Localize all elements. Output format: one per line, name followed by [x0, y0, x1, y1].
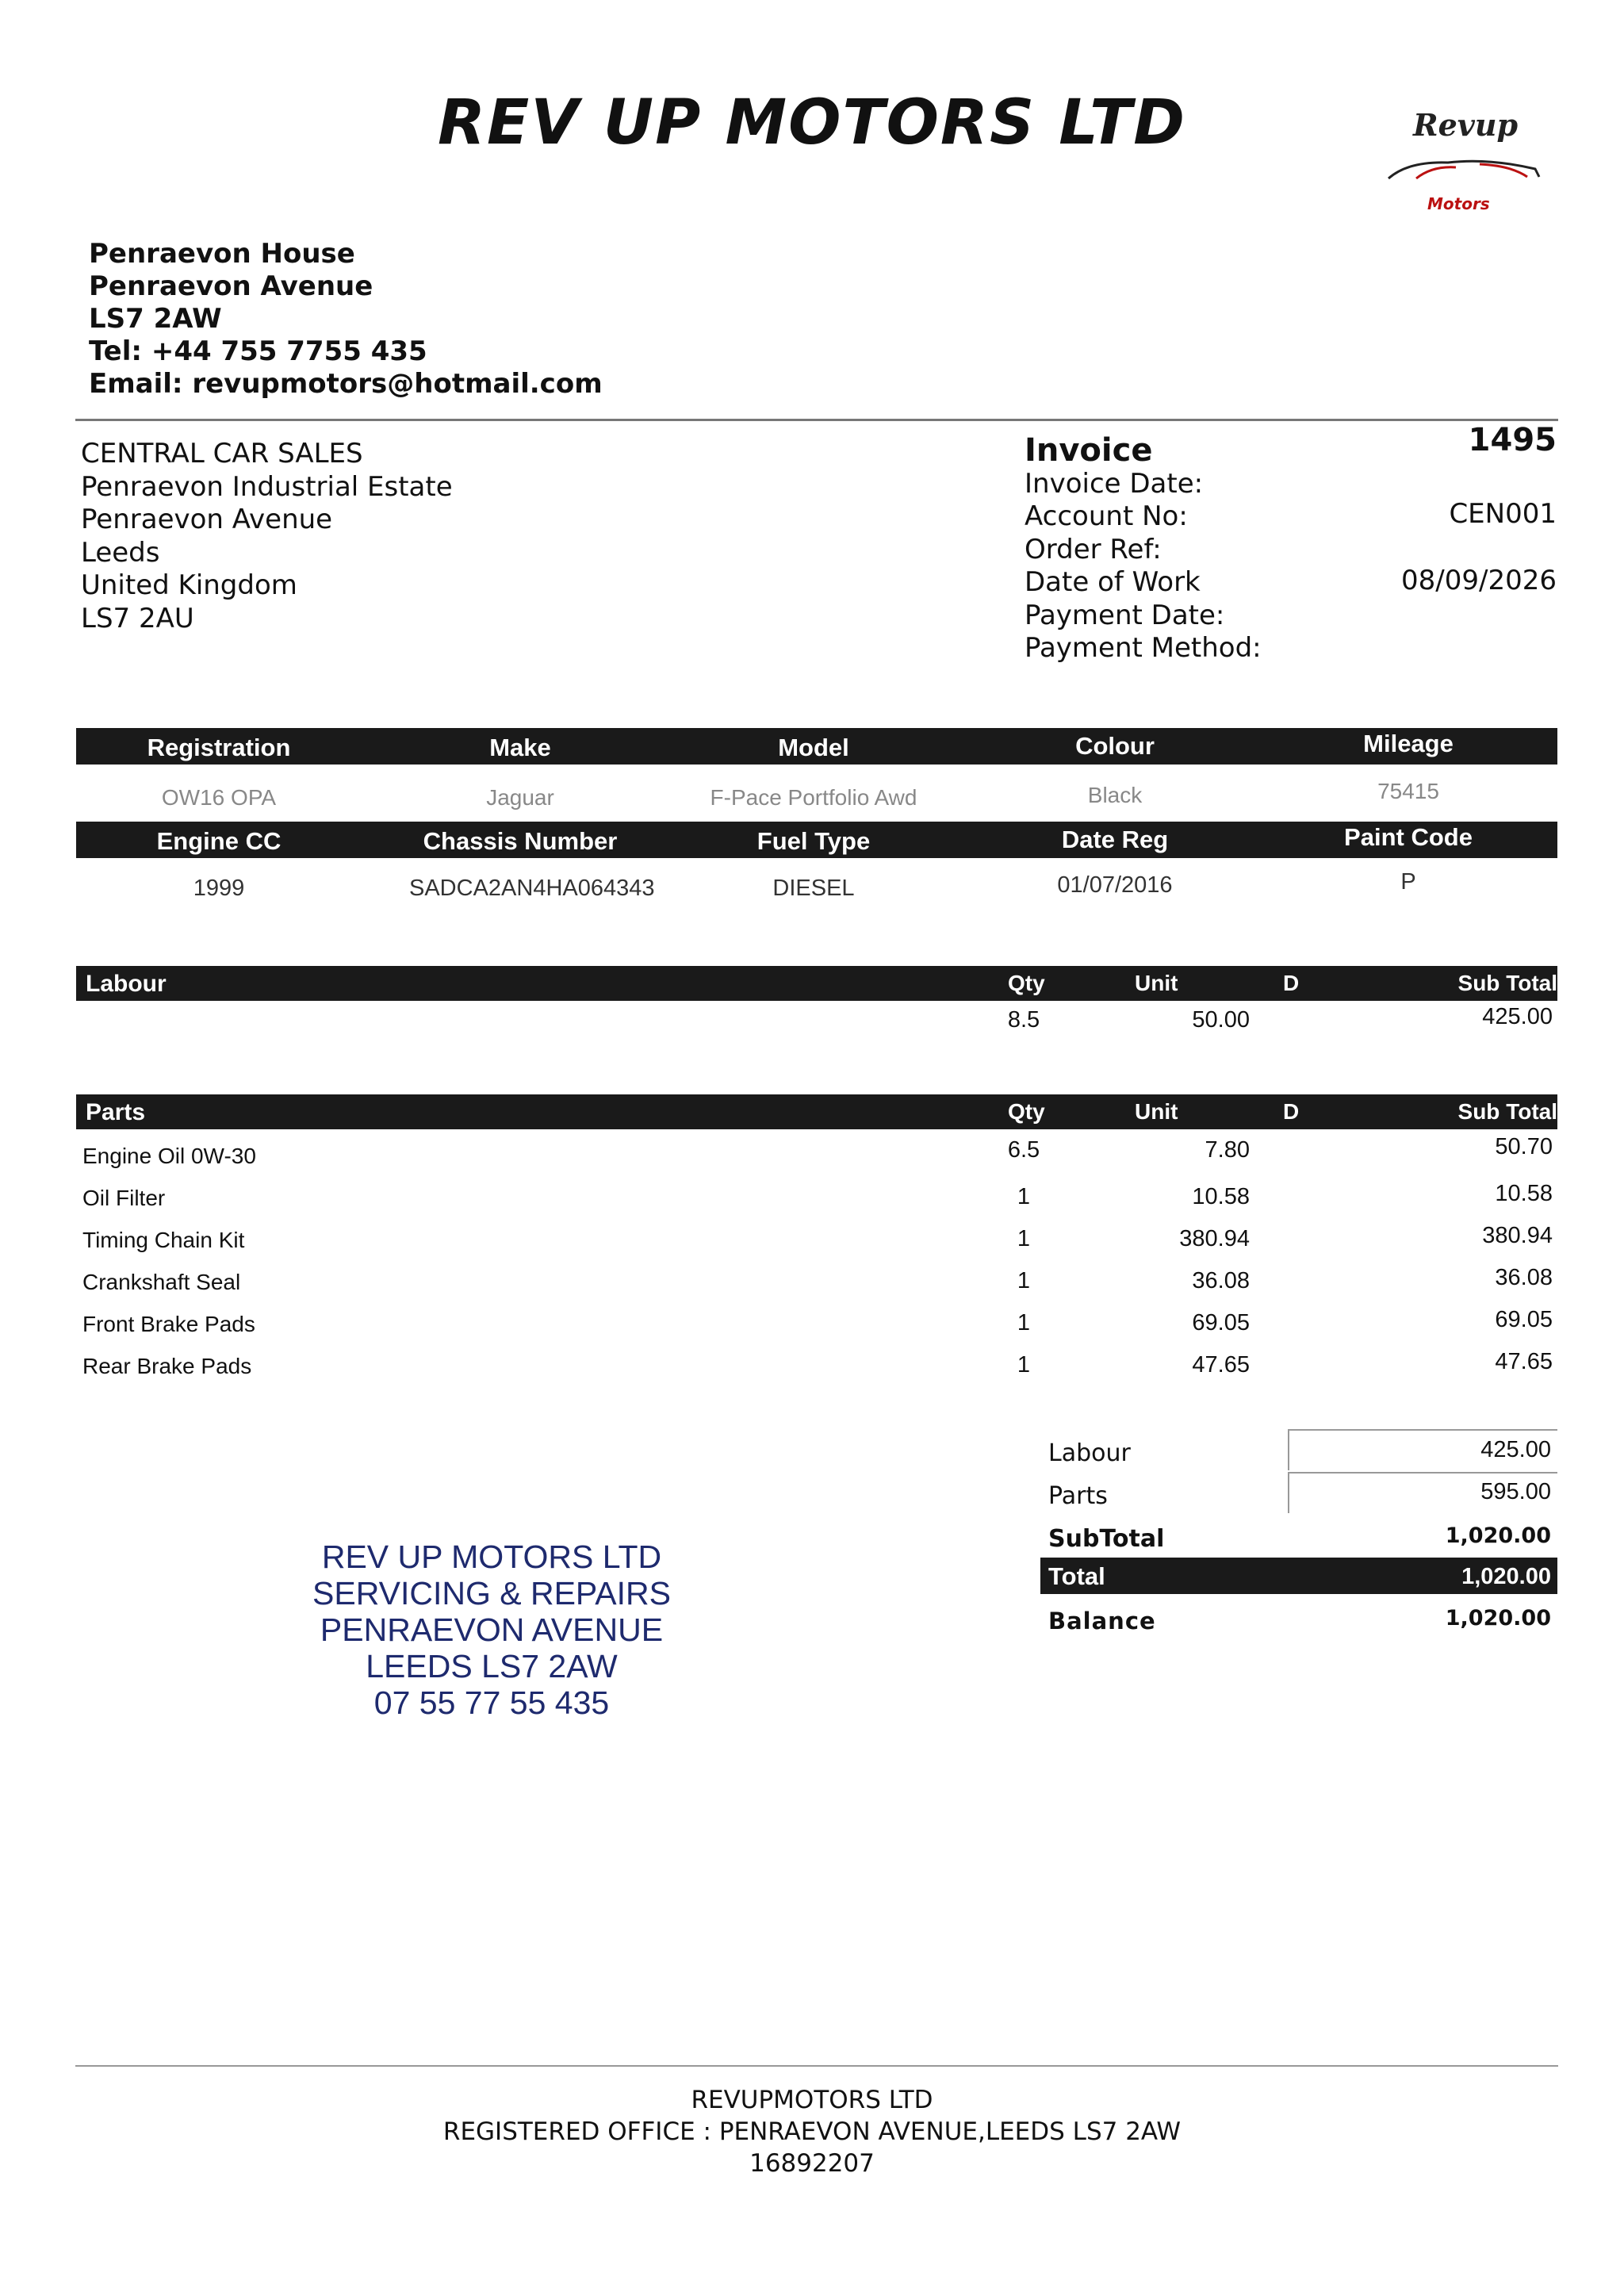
date-of-work-label: Date of Work [1025, 566, 1201, 598]
totals-total-value: 1,020.00 [1461, 1564, 1551, 1589]
fuel-type-header: Fuel Type [756, 827, 871, 855]
vehicle-values-row-2 [76, 869, 1557, 904]
table-row [76, 1349, 1557, 1384]
paint-code-value: P [1400, 869, 1416, 895]
logo-subtext: Motors [1427, 194, 1490, 213]
parts-discount-header: D [1283, 1099, 1300, 1124]
part-subtotal: 69.05 [1495, 1307, 1553, 1332]
labour-discount-header: D [1283, 971, 1300, 995]
order-ref-label: Order Ref: [1025, 533, 1162, 565]
invoice-meta-labels [1025, 432, 1262, 665]
footer-company: REVUPMOTORS LTD [691, 2086, 933, 2114]
part-subtotal: 36.08 [1495, 1265, 1553, 1290]
vehicle-header-row-2 [76, 822, 1557, 858]
part-qty: 1 [1017, 1226, 1031, 1251]
totals-total-bar [1040, 1558, 1557, 1594]
labour-row [76, 1004, 1557, 1039]
part-qty: 6.5 [1007, 1137, 1040, 1163]
header-divider [75, 419, 1558, 421]
table-row [76, 1223, 1557, 1258]
table-row [76, 1307, 1557, 1342]
table-row [76, 1181, 1557, 1216]
model-value: F-Pace Portfolio Awd [710, 785, 917, 810]
part-name: Front Brake Pads [82, 1312, 255, 1336]
address-line: Penraevon Avenue [89, 270, 373, 302]
stamp-line: 07 55 77 55 435 [373, 1684, 610, 1721]
parts-unit-header: Unit [1135, 1099, 1178, 1124]
totals-balance-value: 1,020.00 [1445, 1606, 1551, 1631]
totals-box [1031, 1428, 1557, 1642]
model-header: Model [778, 734, 849, 761]
part-subtotal: 47.65 [1495, 1349, 1553, 1374]
totals-labour-value: 425.00 [1480, 1437, 1551, 1462]
payment-method-label: Payment Method: [1025, 632, 1262, 664]
footer-company-number: 16892207 [749, 2149, 875, 2178]
totals-balance-label: Balance [1048, 1608, 1156, 1634]
make-header: Make [489, 734, 551, 761]
part-unit: 47.65 [1192, 1352, 1250, 1378]
invoice-date-label: Invoice Date: [1025, 467, 1204, 500]
stamp-line: REV UP MOTORS LTD [321, 1539, 662, 1575]
part-qty: 1 [1017, 1310, 1031, 1336]
customer-line: CENTRAL CAR SALES [81, 438, 363, 469]
address-line: LS7 2AW [89, 303, 222, 335]
stamp-line: LEEDS LS7 2AW [366, 1648, 618, 1684]
chassis-number-header: Chassis Number [423, 827, 618, 855]
address-line: Penraevon House [89, 238, 355, 270]
vehicle-header-row-1 [76, 728, 1557, 765]
customer-line: LS7 2AU [81, 602, 194, 634]
table-row [76, 1265, 1557, 1300]
part-name: Engine Oil 0W-30 [82, 1144, 256, 1168]
labour-subtotal: 425.00 [1482, 1004, 1553, 1029]
make-value: Jaguar [486, 785, 554, 810]
totals-subtotal-value: 1,020.00 [1445, 1523, 1551, 1548]
labour-subtotal-header: Sub Total [1457, 971, 1557, 995]
engine-cc-header: Engine CC [156, 827, 282, 855]
totals-parts-value: 595.00 [1480, 1479, 1551, 1504]
logo-text: Revup [1413, 107, 1519, 143]
part-subtotal: 380.94 [1482, 1223, 1553, 1248]
part-qty: 1 [1017, 1184, 1031, 1209]
part-name: Crankshaft Seal [82, 1270, 241, 1294]
part-subtotal: 10.58 [1495, 1181, 1553, 1206]
part-name: Timing Chain Kit [82, 1228, 245, 1252]
labour-qty-header: Qty [1008, 971, 1045, 995]
paint-code-header: Paint Code [1344, 823, 1473, 851]
part-unit: 10.58 [1192, 1184, 1250, 1209]
customer-address [81, 438, 453, 635]
part-name: Rear Brake Pads [82, 1354, 252, 1378]
parts-header: Parts [86, 1099, 146, 1125]
part-qty: 1 [1017, 1352, 1031, 1378]
part-unit: 7.80 [1205, 1137, 1250, 1163]
customer-line: United Kingdom [81, 569, 297, 601]
parts-header-bar [76, 1094, 1557, 1129]
colour-value: Black [1087, 783, 1143, 807]
invoice-number: 1495 [1468, 422, 1557, 458]
vehicle-values-row-1 [76, 779, 1557, 817]
date-of-work-value: 08/09/2026 [1401, 565, 1557, 596]
labour-header: Labour [86, 971, 167, 997]
totals-labour-label: Labour [1048, 1439, 1131, 1467]
totals-subtotal-label: SubTotal [1048, 1525, 1165, 1553]
company-logo [1372, 107, 1562, 226]
customer-line: Leeds [81, 536, 160, 569]
footer-divider [75, 2065, 1558, 2067]
date-reg-value: 01/07/2016 [1057, 872, 1173, 898]
part-unit: 380.94 [1179, 1226, 1250, 1251]
part-subtotal: 50.70 [1495, 1134, 1553, 1159]
footer-registered-office: REGISTERED OFFICE : PENRAEVON AVENUE,LEEDS LS7 2AW [442, 2117, 1182, 2146]
table-row [76, 1134, 1557, 1174]
registration-header: Registration [147, 734, 291, 761]
customer-line: Penraevon Avenue [81, 504, 333, 535]
registration-value: OW16 OPA [161, 785, 277, 810]
totals-parts-label: Parts [1048, 1482, 1108, 1510]
stamp-line: PENRAEVON AVENUE [320, 1611, 664, 1648]
payment-date-label: Payment Date: [1025, 599, 1225, 631]
colour-header: Colour [1075, 732, 1155, 760]
fuel-type-value: DIESEL [772, 876, 855, 901]
mileage-header: Mileage [1363, 730, 1454, 757]
part-qty: 1 [1017, 1268, 1031, 1293]
parts-qty-header: Qty [1008, 1099, 1045, 1124]
invoice-title: Invoice [1025, 432, 1153, 469]
labour-header-bar [76, 966, 1557, 1001]
part-unit: 69.05 [1192, 1310, 1250, 1336]
part-name: Oil Filter [82, 1186, 166, 1210]
footer [0, 2084, 1624, 2179]
customer-line: Penraevon Industrial Estate [81, 470, 453, 503]
company-stamp [238, 1539, 745, 1721]
chassis-number-value: SADCA2AN4HA064343 [409, 876, 655, 901]
account-no-label: Account No: [1025, 500, 1188, 532]
company-address [89, 238, 603, 400]
email-line: Email: revupmotors@hotmail.com [89, 368, 603, 400]
car-silhouette-icon [1385, 155, 1543, 186]
mileage-value: 75415 [1377, 779, 1439, 803]
parts-subtotal-header: Sub Total [1457, 1099, 1557, 1124]
date-reg-header: Date Reg [1061, 826, 1169, 853]
part-unit: 36.08 [1192, 1268, 1250, 1293]
stamp-line: SERVICING & REPAIRS [312, 1575, 671, 1611]
account-no-value: CEN001 [1449, 498, 1557, 530]
labour-qty: 8.5 [1007, 1007, 1040, 1033]
phone-line: Tel: +44 755 7755 435 [89, 335, 427, 367]
engine-cc-value: 1999 [193, 876, 245, 901]
labour-unit-header: Unit [1135, 971, 1178, 995]
company-name: REV UP MOTORS LTD [437, 87, 1187, 159]
totals-total-label: Total [1048, 1562, 1105, 1590]
labour-unit: 50.00 [1192, 1007, 1250, 1033]
